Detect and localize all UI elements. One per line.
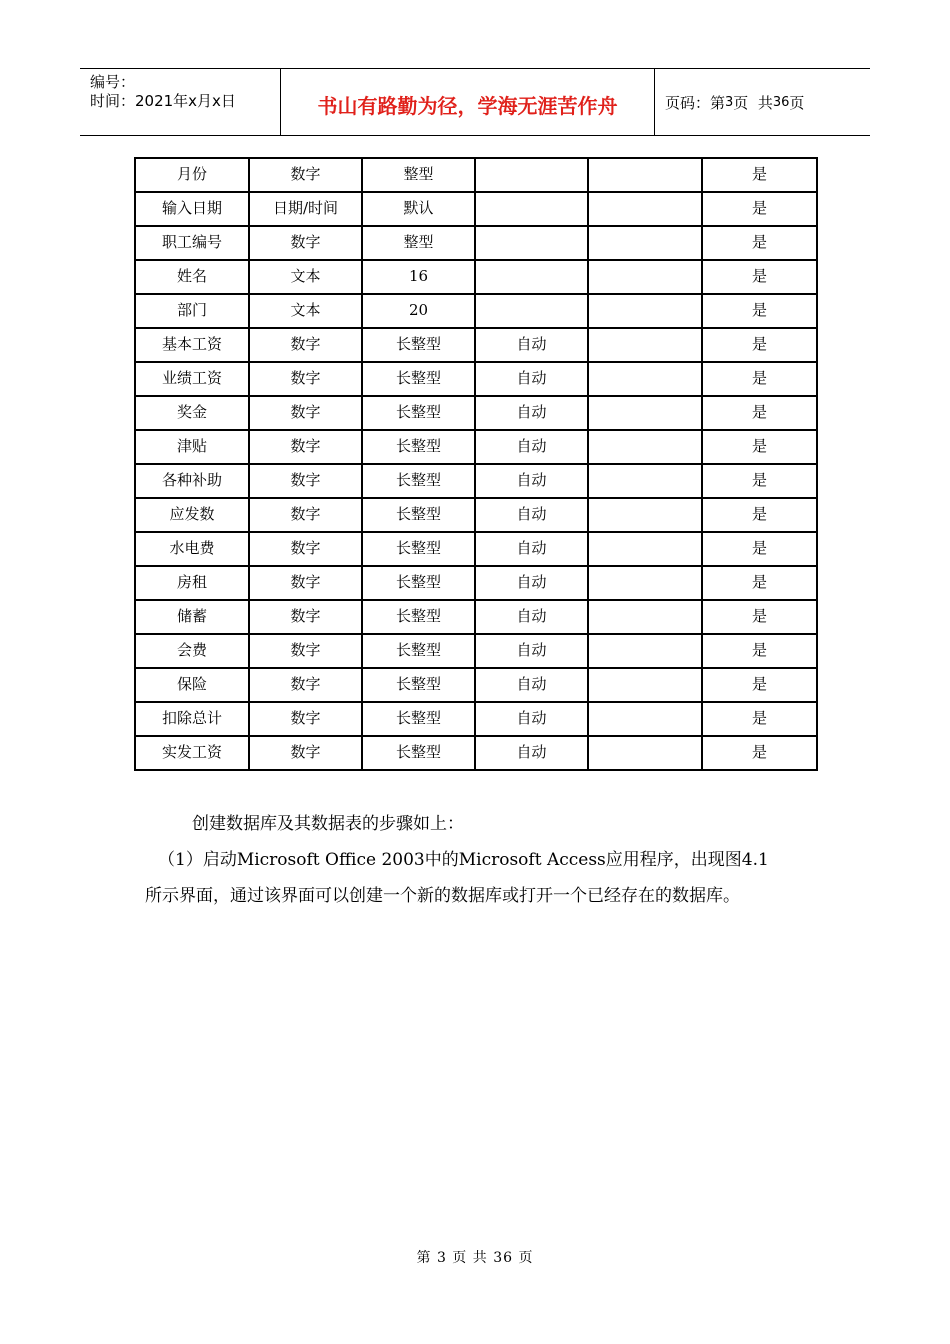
table-cell: [588, 702, 702, 736]
table-cell: 是: [702, 294, 817, 328]
table-row: [135, 328, 817, 362]
table-row: [135, 226, 817, 260]
table-cell: 是: [702, 158, 817, 192]
table-cell: 文本: [249, 294, 362, 328]
table-cell: 数字: [249, 600, 362, 634]
table-cell: 自动: [475, 464, 588, 498]
table-cell: 是: [702, 668, 817, 702]
table-cell: 业绩工资: [135, 362, 249, 396]
table-cell: 数字: [249, 430, 362, 464]
table-cell: 自动: [475, 498, 588, 532]
table-row: [135, 736, 817, 770]
document-time-label: 时间：2021年x月x日: [90, 92, 236, 110]
table-row: [135, 192, 817, 226]
table-cell: 房租: [135, 566, 249, 600]
table-cell: 是: [702, 260, 817, 294]
table-cell: [588, 736, 702, 770]
body-paragraph-step1: （1）启动Microsoft Office 2003中的Microsoft Access应用程序，出现图4.1: [158, 850, 769, 870]
table-cell: 津贴: [135, 430, 249, 464]
table-cell: 各种补助: [135, 464, 249, 498]
page-suffix: 页: [789, 93, 805, 112]
table-cell: [588, 430, 702, 464]
table-row: [135, 566, 817, 600]
table-row: [135, 702, 817, 736]
table-cell: 长整型: [362, 328, 475, 362]
body-paragraph-intro: 创建数据库及其数据表的步骤如上：: [192, 814, 464, 834]
header-page-info: [655, 69, 870, 135]
table-row: [135, 294, 817, 328]
table-cell: 数字: [249, 498, 362, 532]
table-cell: 保险: [135, 668, 249, 702]
table-cell: 自动: [475, 328, 588, 362]
table-cell: 奖金: [135, 396, 249, 430]
table-cell: 自动: [475, 634, 588, 668]
table-cell: 是: [702, 702, 817, 736]
table-cell: [588, 260, 702, 294]
table-cell: 水电费: [135, 532, 249, 566]
table-cell: 是: [702, 396, 817, 430]
table-cell: 长整型: [362, 702, 475, 736]
table-cell: 是: [702, 362, 817, 396]
table-cell: 是: [702, 192, 817, 226]
table-cell: 数字: [249, 702, 362, 736]
header-motto: 书山有路勤为径，学海无涯苦作舟: [281, 69, 655, 135]
table-cell: [475, 158, 588, 192]
page-header: [80, 68, 870, 136]
table-cell: [588, 532, 702, 566]
table-row: [135, 532, 817, 566]
table-cell: 长整型: [362, 736, 475, 770]
table-cell: 自动: [475, 736, 588, 770]
table-row: [135, 430, 817, 464]
table-cell: [475, 294, 588, 328]
table-cell: 是: [702, 226, 817, 260]
table-cell: 数字: [249, 464, 362, 498]
table-cell: 数字: [249, 396, 362, 430]
table-cell: [588, 396, 702, 430]
table-cell: 数字: [249, 736, 362, 770]
table-cell: 是: [702, 566, 817, 600]
table-cell: [588, 498, 702, 532]
table-row: [135, 362, 817, 396]
page-current: 3: [725, 94, 734, 110]
header-meta: [80, 69, 281, 135]
table-cell: 数字: [249, 566, 362, 600]
table-cell: 数字: [249, 532, 362, 566]
table-cell: 自动: [475, 396, 588, 430]
table-cell: 是: [702, 736, 817, 770]
table-cell: 会费: [135, 634, 249, 668]
table-cell: 数字: [249, 328, 362, 362]
table-cell: 数字: [249, 158, 362, 192]
table-cell: 自动: [475, 600, 588, 634]
table-cell: [588, 566, 702, 600]
table-cell: [588, 158, 702, 192]
table-cell: 数字: [249, 634, 362, 668]
table-row: [135, 634, 817, 668]
table-cell: 职工编号: [135, 226, 249, 260]
table-cell: 自动: [475, 532, 588, 566]
table-cell: 文本: [249, 260, 362, 294]
table-cell: [588, 668, 702, 702]
table-cell: [588, 600, 702, 634]
page-total: 36: [772, 94, 790, 110]
table-cell: 长整型: [362, 362, 475, 396]
table-cell: 数字: [249, 226, 362, 260]
table-cell: 整型: [362, 158, 475, 192]
table-cell: 默认: [362, 192, 475, 226]
table-cell: 是: [702, 634, 817, 668]
table-cell: 是: [702, 532, 817, 566]
table-cell: 是: [702, 430, 817, 464]
table-cell: [475, 260, 588, 294]
table-cell: 自动: [475, 702, 588, 736]
table-row: [135, 260, 817, 294]
table-cell: 自动: [475, 668, 588, 702]
table-cell: [588, 464, 702, 498]
table-cell: 是: [702, 464, 817, 498]
table-cell: [588, 294, 702, 328]
table-cell: 长整型: [362, 600, 475, 634]
table-row: [135, 498, 817, 532]
table-cell: [588, 226, 702, 260]
table-cell: [588, 192, 702, 226]
table-row: [135, 668, 817, 702]
table-cell: 是: [702, 600, 817, 634]
table-cell: 数字: [249, 668, 362, 702]
body-paragraph-step1-cont: 所示界面，通过该界面可以创建一个新的数据库或打开一个已经存在的数据库。: [145, 886, 740, 906]
table-cell: 基本工资: [135, 328, 249, 362]
table-cell: 储蓄: [135, 600, 249, 634]
table-cell: 长整型: [362, 430, 475, 464]
table-cell: 实发工资: [135, 736, 249, 770]
table-cell: 长整型: [362, 634, 475, 668]
table-cell: 20: [362, 294, 475, 328]
page-prefix: 页码：第: [665, 93, 726, 112]
table-cell: 长整型: [362, 532, 475, 566]
page-footer: 第 3 页 共 36 页: [416, 1250, 534, 1266]
table-cell: 日期/时间: [249, 192, 362, 226]
table-row: [135, 158, 817, 192]
table-cell: 长整型: [362, 668, 475, 702]
table-cell: [588, 634, 702, 668]
table-cell: 整型: [362, 226, 475, 260]
table-cell: 长整型: [362, 464, 475, 498]
field-definition-table: [134, 157, 818, 771]
table-cell: 是: [702, 498, 817, 532]
table-cell: 输入日期: [135, 192, 249, 226]
table-row: [135, 600, 817, 634]
table-cell: [588, 328, 702, 362]
table-cell: 应发数: [135, 498, 249, 532]
table-cell: 部门: [135, 294, 249, 328]
table-cell: 自动: [475, 566, 588, 600]
table-row: [135, 396, 817, 430]
page-mid: 页 共: [733, 93, 773, 112]
table-cell: [588, 362, 702, 396]
table-cell: 自动: [475, 362, 588, 396]
table-body: [135, 158, 817, 770]
table-cell: 自动: [475, 430, 588, 464]
table-cell: 是: [702, 328, 817, 362]
document-number-label: 编号：: [90, 73, 136, 91]
table-cell: 姓名: [135, 260, 249, 294]
table-cell: 长整型: [362, 498, 475, 532]
table-cell: 月份: [135, 158, 249, 192]
table-cell: 长整型: [362, 566, 475, 600]
table-cell: 扣除总计: [135, 702, 249, 736]
table-cell: 16: [362, 260, 475, 294]
table-cell: 长整型: [362, 396, 475, 430]
table-cell: [475, 226, 588, 260]
table-row: [135, 464, 817, 498]
table-cell: [475, 192, 588, 226]
table-cell: 数字: [249, 362, 362, 396]
